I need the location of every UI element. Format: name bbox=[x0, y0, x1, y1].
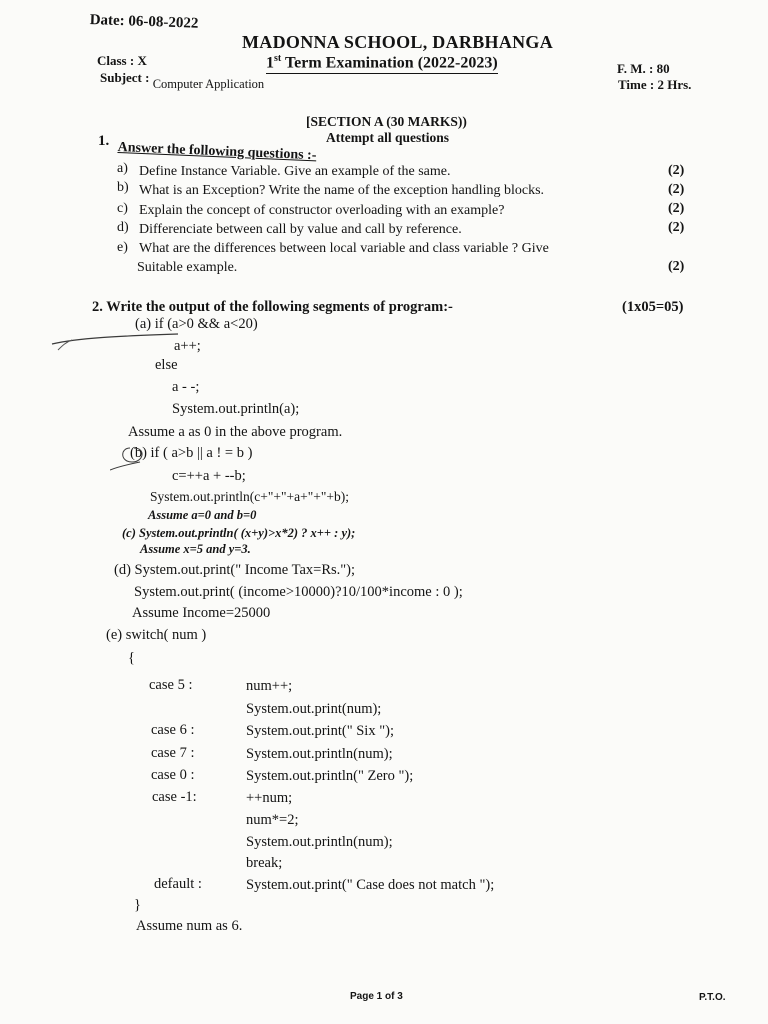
q2e-case-label: case -1: bbox=[152, 789, 197, 805]
q2a-line-1: (a) if (a>0 && a<20) bbox=[135, 316, 258, 332]
q1-item-b-marks: (2) bbox=[668, 182, 685, 197]
q1-item-a-text: Define Instance Variable. Give an example of the same. bbox=[139, 164, 451, 179]
q2b-assume: Assume a=0 and b=0 bbox=[148, 508, 257, 522]
exam-date: Date: 06-08-2022 bbox=[89, 12, 199, 32]
q2e-case-code: num++; bbox=[246, 678, 293, 694]
q2a-line-5: System.out.println(a); bbox=[172, 401, 300, 417]
school-name: MADONNA SCHOOL, DARBHANGA bbox=[242, 32, 554, 52]
q2c-line-1: (c) System.out.println( (x+y)>x*2) ? x++ : y); bbox=[122, 526, 356, 540]
q2a-line-4: a - -; bbox=[172, 379, 200, 395]
q2e-case-label: default : bbox=[154, 876, 202, 892]
q1-item-e-label: e) bbox=[117, 240, 128, 255]
q2e-close-brace: } bbox=[134, 897, 141, 913]
q2e-case-label: case 5 : bbox=[149, 677, 193, 693]
q2c-assume: Assume x=5 and y=3. bbox=[140, 542, 251, 556]
q1-item-d-marks: (2) bbox=[668, 220, 685, 235]
question-1-heading: Answer the following questions :- bbox=[117, 140, 317, 164]
q1-item-e-marks: (2) bbox=[668, 259, 685, 274]
q1-item-c-marks: (2) bbox=[668, 201, 685, 216]
q2b-line-2: c=++a + --b; bbox=[172, 468, 246, 484]
q2e-case-code: System.out.println(num); bbox=[246, 746, 393, 762]
q2a-assume: Assume a as 0 in the above program. bbox=[128, 424, 343, 440]
question-1-number: 1. bbox=[98, 133, 110, 149]
q2e-open-brace: { bbox=[128, 650, 135, 666]
q2d-assume: Assume Income=25000 bbox=[132, 605, 271, 621]
q1-item-c-text: Explain the concept of constructor overloading with an example? bbox=[139, 203, 505, 218]
pen-circle-mark bbox=[110, 444, 170, 474]
q2e-case-code: System.out.println(num); bbox=[246, 834, 393, 850]
q2a-line-2: a++; bbox=[174, 338, 201, 354]
question-2-marks: (1x05=05) bbox=[622, 299, 684, 315]
page-turn-note: P.T.O. bbox=[699, 992, 726, 1003]
q2e-case-code: System.out.println(" Zero "); bbox=[246, 768, 414, 784]
q1-item-e-text: What are the differences between local variable and class variable ? Give bbox=[139, 241, 549, 256]
q1-item-d-text: Differenciate between call by value and call by reference. bbox=[139, 222, 462, 237]
q1-item-b-label: b) bbox=[117, 180, 129, 195]
section-instruction: Attempt all questions bbox=[326, 130, 450, 145]
q2b-line-1: (b) if ( a>b || a ! = b ) bbox=[130, 445, 253, 461]
q2e-case-code: System.out.print(" Case does not match "); bbox=[246, 877, 495, 893]
q2e-case-code: num*=2; bbox=[246, 812, 299, 828]
class-label: Class : X bbox=[97, 53, 147, 68]
q1-item-c-label: c) bbox=[117, 201, 128, 216]
q2e-case-code: ++num; bbox=[246, 790, 293, 806]
section-title-text: SECTION A (30 MARKS) bbox=[310, 114, 463, 129]
q1-item-a-label: a) bbox=[117, 161, 128, 176]
q2e-case-code: break; bbox=[246, 855, 283, 871]
page-number: Page 1 of 3 bbox=[350, 991, 403, 1002]
exam-title-text: Term Examination (2022-2023) bbox=[281, 54, 498, 72]
q2d-line-2: System.out.print( (income>10000)?10/100*income : 0 ); bbox=[134, 584, 463, 600]
q2b-line-3: System.out.println(c+"+"+a+"+"+b); bbox=[150, 489, 349, 504]
q1-item-e-text-cont: Suitable example. bbox=[137, 260, 238, 275]
q1-item-b-text: What is an Exception? Write the name of the exception handling blocks. bbox=[139, 183, 545, 198]
q1-item-a-marks: (2) bbox=[668, 163, 685, 178]
question-2-heading: 2. Write the output of the following segments of program:- bbox=[92, 299, 453, 315]
full-marks: F. M. : 80 bbox=[617, 61, 670, 76]
q2e-line-1: (e) switch( num ) bbox=[106, 627, 207, 643]
exam-time: Time : 2 Hrs. bbox=[618, 77, 692, 92]
q2e-case-label: case 0 : bbox=[151, 767, 195, 783]
exam-title bbox=[266, 53, 498, 74]
subject-label: Subject : bbox=[100, 70, 153, 85]
pen-stroke-mark bbox=[48, 320, 188, 360]
q1-item-d-label: d) bbox=[117, 220, 129, 235]
subject-line bbox=[100, 70, 265, 91]
q2e-case-code: System.out.print(" Six "); bbox=[246, 723, 394, 739]
q2e-case-label: case 7 : bbox=[151, 745, 195, 761]
exam-title-number: 1 bbox=[266, 54, 274, 72]
q2e-assume: Assume num as 6. bbox=[136, 918, 243, 934]
q2e-case-code: System.out.print(num); bbox=[246, 701, 382, 717]
q2d-line-1: (d) System.out.print(" Income Tax=Rs."); bbox=[114, 562, 356, 578]
subject-value: Computer Application bbox=[152, 77, 265, 91]
section-title: [SECTION A (30 MARKS)) bbox=[306, 114, 467, 129]
exam-title-ordinal: st bbox=[274, 53, 282, 64]
q2e-case-label: case 6 : bbox=[151, 722, 195, 738]
q2a-line-3: else bbox=[155, 357, 178, 373]
